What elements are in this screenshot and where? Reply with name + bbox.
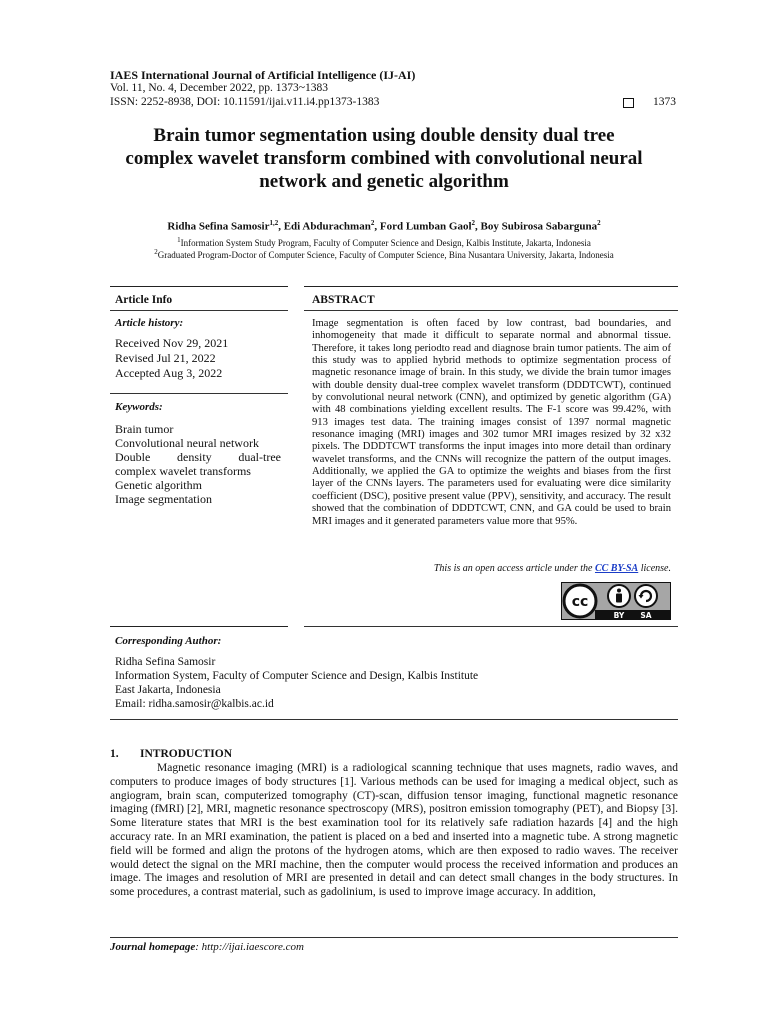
affiliation-mark: 2	[154, 248, 158, 256]
author-list	[100, 219, 668, 233]
author-affiliation-mark: 1,2	[269, 219, 279, 227]
keyword: Double density dual-tree	[115, 450, 281, 464]
author-name: Ford Lumban Gaol	[379, 220, 472, 233]
corresponding-author-heading: Corresponding Author:	[115, 635, 222, 647]
journal-homepage	[110, 941, 304, 953]
introduction-text: Magnetic resonance imaging (MRI) is a radiological scanning technique that uses magnets, radio waves, and computers to produce images of body structures [1]. Various methods can be used for imaging a medical object, such as angiogram, brain scan, computerized tomography (CT)-scan, diffusion tensor imaging, functional magnetic resonance imaging (fMRI) [2], MRI, magnetic resonance spectroscopy (MRS), positron emission tomography (PET), and Biopsy [3]. Some literature states that MRI is the best examination tool for its relatively safe radiation hazards [4] and the high accuracy rate. In an MRI examination, the patient is placed on a bed and inserted into a magnetic tube. A strong magnetic field will be formed and align the protons of the hydrogen atoms, which are then exposed to radio waves. The receiver would detect the signal on the MRI machine, then the computer would process the received information and produces an image. The images and resolution of MRI are presented in detail and can detect small changes in the body structures. In some procedures, a contrast material, such as gadolinium, is used to improve image accuracy. In addition,	[110, 762, 678, 899]
author-affiliation-mark: 2	[597, 219, 601, 227]
open-access-note	[312, 563, 671, 574]
badge-by-label: BY	[613, 611, 625, 620]
author-name: Boy Subirosa Sabarguna	[480, 220, 598, 233]
introduction-heading	[110, 748, 232, 760]
section-number: 1.	[110, 748, 119, 760]
keyword: Convolutional neural network	[115, 436, 259, 450]
license-suffix: license.	[638, 563, 671, 574]
author-separator: ,	[374, 220, 380, 233]
homepage-label: Journal homepage	[110, 941, 196, 953]
svg-text:cc: cc	[571, 594, 589, 610]
revised-date: Revised Jul 21, 2022	[115, 351, 216, 365]
page-number: 1373	[653, 96, 676, 108]
affiliation-mark: 1	[177, 236, 181, 244]
divider	[110, 393, 288, 394]
keyword: Image segmentation	[115, 492, 212, 506]
divider	[110, 719, 678, 720]
title-line: complex wavelet transform combined with convolutional neural	[125, 148, 643, 169]
author-separator: ,	[278, 220, 284, 233]
abstract-heading: ABSTRACT	[312, 294, 375, 306]
divider	[304, 626, 678, 627]
article-history-heading: Article history:	[115, 317, 184, 329]
abstract-text: Image segmentation is often faced by low contrast, bad boundaries, and inhomogeneity that made it difficult to separate normal and abnormal tissue. Therefore, it takes long periodto read and diagnose brain tumor patients. The aim of this study was to applied hybrid methods to optimize segmentation process of magnetic resonance image of brain. In this study, we divide the brain tumor images with double density dual-tree complex wavelet transform (DDDTCWT), continued by convolutional neural network (CNN), and optimized by genetic algorithm (GA) with 48 combinations yielding excellent results. The F-1 score was 99.42%, with 913 images test data. The training images consist of 1397 normal magnetic resonance imaging (MRI) images and 302 tumor MRI images resized by 32 x32 pixels. The DDDTCWT transforms the input images into more detail than ordinary wavelet transforms, and the CNNs will recognize the pattern of the output images. Additionally, we applied the GA to optimize the weights and biases from the first layer of the CNNs layers. The parameters used for evaluating were dice similarity coefficient (DSC), positive present value (PPV), sensitivity, and accuracy. The result showed that the combination of DDDTCWT, CNN, and GA could be used to brain MRI images and it generated parameters value more that 95%.	[312, 318, 671, 527]
corresponding-author-affiliation: Information System, Faculty of Computer Science and Design, Kalbis Institute	[115, 670, 479, 682]
volume-line: Vol. 11, No. 4, December 2022, pp. 1373~1383	[110, 82, 328, 94]
issn-doi-line: ISSN: 2252-8938, DOI: 10.11591/ijai.v11.i4.pp1373-1383	[110, 96, 380, 108]
divider	[110, 310, 288, 311]
author-affiliation-mark: 2	[471, 219, 476, 227]
affiliation	[100, 248, 668, 260]
keywords-heading: Keywords:	[115, 401, 163, 413]
keyword: complex wavelet transforms	[115, 464, 251, 478]
divider	[110, 626, 288, 627]
cc-by-sa-link[interactable]: CC BY-SA	[594, 563, 639, 574]
title-line: network and genetic algorithm	[259, 171, 509, 192]
affiliation-text: Information System Study Program, Faculty of Computer Science and Design, Kalbis Institute, Jakarta, Indonesia	[180, 238, 591, 248]
journal-name: IAES International Journal of Artificial Intelligence (IJ-AI)	[110, 68, 416, 82]
homepage-url[interactable]: : http://ijai.iaescore.com	[195, 941, 304, 953]
cc-badge-graphic	[561, 582, 671, 620]
accepted-date: Accepted Aug 3, 2022	[115, 366, 223, 380]
received-date: Received Nov 29, 2021	[115, 336, 229, 350]
divider	[110, 286, 288, 287]
paper-title	[100, 124, 668, 193]
affiliation	[100, 236, 668, 248]
author-name: Edi Abdurachman	[283, 220, 371, 233]
square-icon	[623, 98, 634, 108]
corresponding-author-email[interactable]: Email: ridha.samosir@kalbis.ac.id	[115, 698, 274, 710]
cc-by-sa-badge[interactable]	[561, 582, 671, 620]
section-title: INTRODUCTION	[140, 748, 233, 760]
badge-sa-label: SA	[640, 611, 652, 620]
affiliation-text: Graduated Program-Doctor of Computer Science, Faculty of Computer Science, Bina Nusantara University, Jakarta, Indonesia	[157, 250, 614, 260]
author-separator: ,	[475, 220, 481, 233]
author-affiliation-mark: 2	[370, 219, 375, 227]
author-name: Ridha Sefina Samosir	[167, 220, 270, 233]
divider	[304, 286, 678, 287]
license-prefix: This is an open access article under the	[433, 563, 595, 574]
keyword: Genetic algorithm	[115, 478, 202, 492]
keyword: Brain tumor	[115, 422, 174, 436]
footer-divider	[110, 937, 678, 938]
title-line: Brain tumor segmentation using double density dual tree	[153, 125, 615, 146]
article-info-heading: Article Info	[115, 294, 173, 306]
corresponding-author-name: Ridha Sefina Samosir	[115, 656, 216, 668]
corresponding-author-location: East Jakarta, Indonesia	[115, 684, 221, 696]
divider	[304, 310, 678, 311]
